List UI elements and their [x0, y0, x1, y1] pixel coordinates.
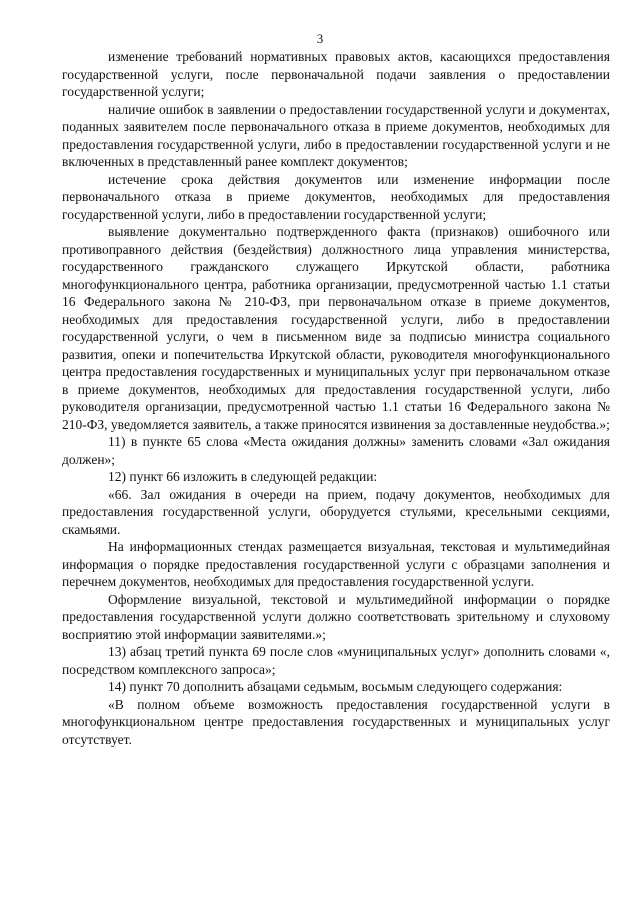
document-body — [62, 48, 610, 748]
paragraph: наличие ошибок в заявлении о предоставлении государственной услуги и документах, поданных заявителем после первоначального отказа в приеме документов, необходимых для предоставления государственной услуги, либо в предоставлении государственной услуги и не включенных в представленный ранее комплект документов; — [62, 101, 610, 169]
paragraph: выявление документально подтвержденного факта (признаков) ошибочного или противоправного действия (бездействия) должностного лица управления министерства, государственного гражданского служащего Иркутской области, работника многофункционального центра, работника организации, предусмотренной частью 1.1 статьи 16 Федерального закона № 210-ФЗ, при первоначальном отказе в приеме документов, необходимых для предоставления государственной услуги, либо в предоставлении государственной услуги, о чем в письменном виде за подписью министра социального развития, опеки и попечительства Иркутской области, руководителя многофункционального центра предоставления государственных и муниципальных услуг при первоначальном отказе в приеме документов, необходимых для предоставления государственной услуги, либо руководителя организации, предусмотренной частью 1.1 статьи 16 Федерального закона № 210-ФЗ, уведомляется заявитель, а также приносятся извинения за доставленные неудобства.»; — [62, 224, 610, 432]
paragraph: 11) в пункте 65 слова «Места ожидания должны» заменить словами «Зал ожидания должен»; — [62, 434, 610, 467]
page-number: 3 — [316, 31, 324, 46]
paragraph: изменение требований нормативных правовых актов, касающихся предоставления государственной услуги, после первоначальной подачи заявления о предоставлении государственной услуги; — [62, 49, 610, 99]
paragraph: Оформление визуальной, текстовой и мультимедийной информации о порядке предоставления государственной услуги должно соответствовать зрительному и слуховому восприятию этой информации заявителями.»; — [62, 591, 610, 642]
paragraph: 12) пункт 66 изложить в следующей редакции: — [108, 469, 378, 484]
paragraph: 13) абзац третий пункта 69 после слов «муниципальных услуг» дополнить словами «, посредством комплексного запроса»; — [62, 644, 610, 677]
paragraph: На информационных стендах размещается визуальная, текстовая и мультимедийная информация о порядке предоставления государственной услуги с образцами заполнения и перечнем документов, необходимых для предоставления государственной услуги. — [62, 539, 610, 589]
paragraph: «В полном объеме возможность предоставления государственной услуги в многофункциональном центре предоставления государственных и муниципальных услуг отсутствует. — [62, 696, 610, 747]
paragraph: 14) пункт 70 дополнить абзацами седьмым, восьмым следующего содержания: — [108, 679, 563, 694]
paragraph: «66. Зал ожидания в очереди на прием, подачу документов, необходимых для предоставления государственной услуги, оборудуется стульями, кресельными секциями, скамьями. — [62, 486, 610, 537]
paragraph: истечение срока действия документов или изменение информации после первоначального отказа в приеме документов, необходимых для предоставления государственной услуги, либо в предоставлении государственной услуги; — [62, 171, 610, 222]
